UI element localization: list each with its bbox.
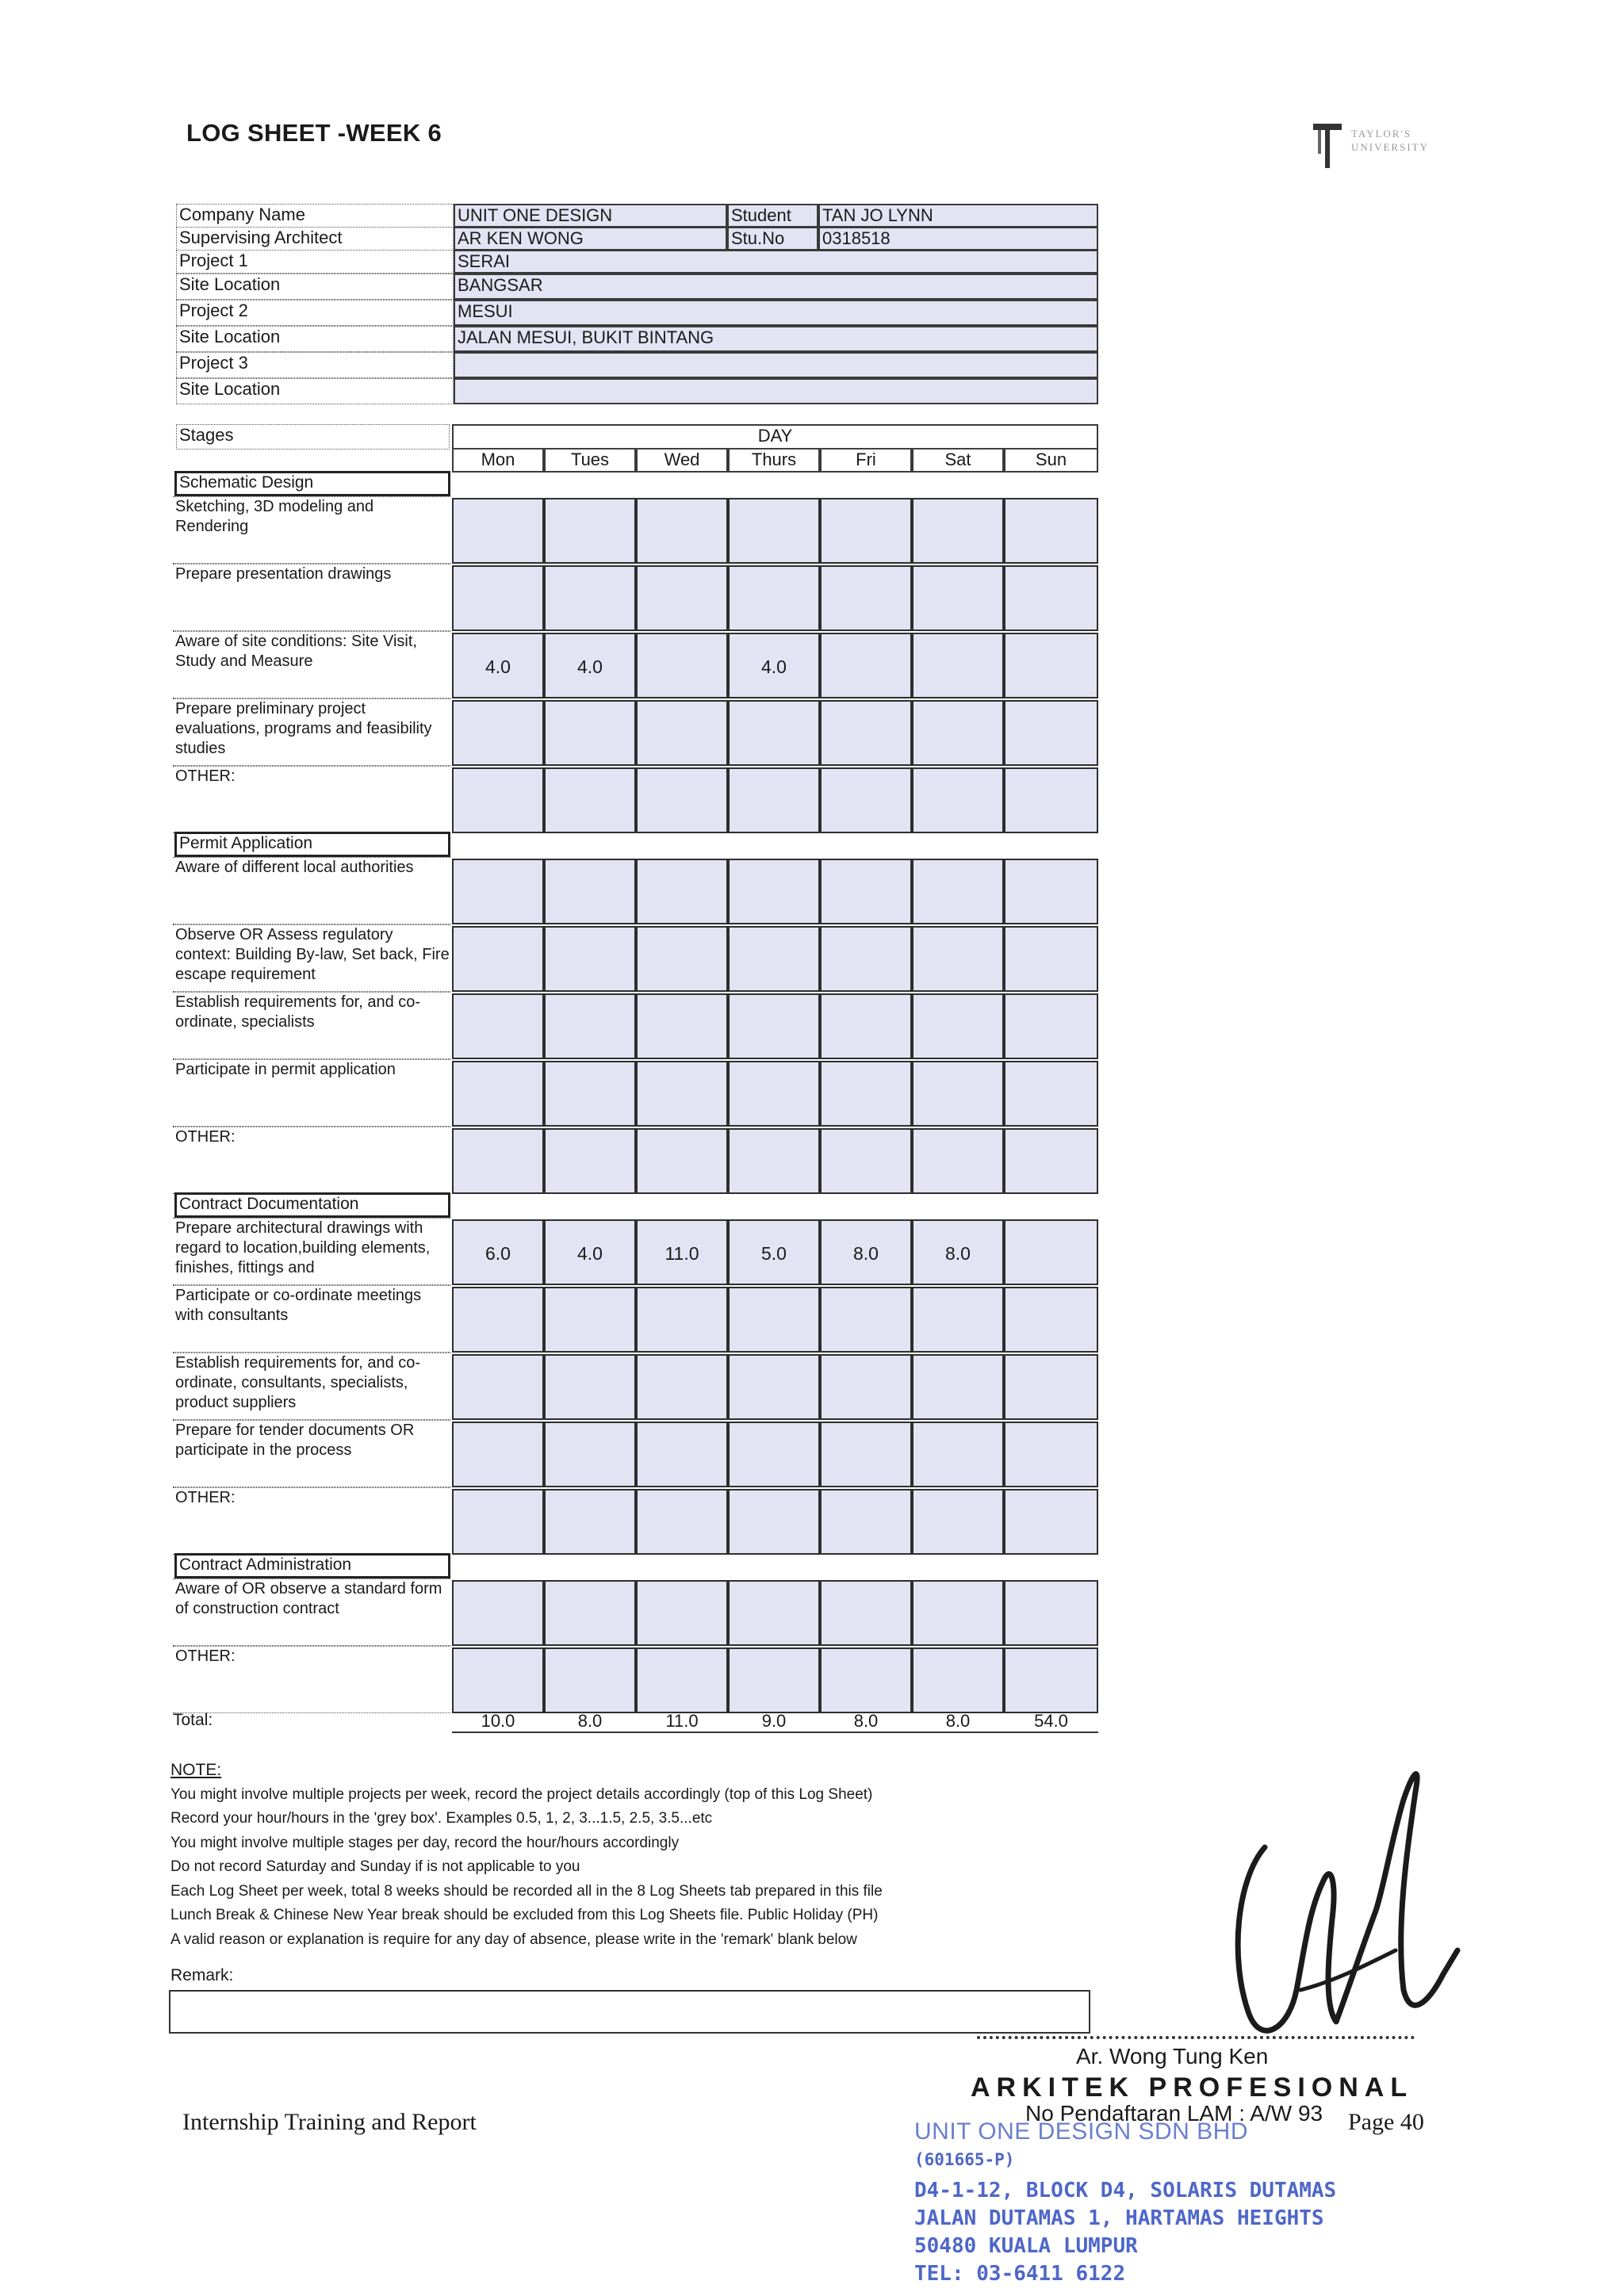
hours-cell[interactable]: [728, 1422, 820, 1487]
hours-cell[interactable]: [728, 1128, 820, 1194]
logo-line1: TAYLOR'S: [1351, 128, 1412, 140]
stage-row-label: Prepare architectural drawings with regard to location,building elements, finishes, fittings and: [173, 1218, 450, 1285]
stage-row-label: Participate in permit application: [173, 1059, 450, 1127]
stage-row-label: OTHER:: [173, 1487, 450, 1555]
hours-cell[interactable]: [1004, 1128, 1098, 1194]
hours-cell[interactable]: [544, 1354, 636, 1420]
hours-cell[interactable]: [728, 1647, 820, 1713]
stamp-address-1: D4-1-12, BLOCK D4, SOLARIS DUTAMAS: [914, 2179, 1337, 2202]
hours-cell[interactable]: [544, 1128, 636, 1194]
stage-row-label: Prepare for tender documents OR participate in the process: [173, 1420, 450, 1487]
note-item: You might involve multiple projects per week, record the project details accordingly (top of this Log Sheet): [170, 1785, 873, 1803]
hours-cell[interactable]: [912, 1647, 1004, 1713]
hours-cell[interactable]: [728, 1489, 820, 1555]
notes-section: [170, 1758, 1122, 1952]
day-total: 8.0: [820, 1711, 912, 1733]
hours-cell[interactable]: [820, 1580, 912, 1646]
hours-cell[interactable]: [636, 1422, 728, 1487]
hours-cell[interactable]: [636, 926, 728, 992]
hours-cell[interactable]: [820, 1354, 912, 1420]
hours-cell[interactable]: [820, 498, 912, 564]
hours-cell[interactable]: [1004, 1061, 1098, 1127]
hours-cell[interactable]: [728, 1580, 820, 1646]
hours-cell[interactable]: [728, 993, 820, 1059]
stage-row-label: Aware of site conditions: Site Visit, Study and Measure: [173, 631, 450, 698]
day-header: DAY: [452, 424, 1098, 450]
hours-cell[interactable]: 4.0: [452, 633, 544, 698]
stage-row-label: OTHER:: [173, 1127, 450, 1194]
hours-cell[interactable]: [912, 1422, 1004, 1487]
stage-row-label: OTHER:: [173, 766, 450, 833]
hours-cell[interactable]: [636, 565, 728, 631]
hours-cell[interactable]: [912, 1489, 1004, 1555]
stage-row-label: Participate or co-ordinate meetings with consultants: [173, 1285, 450, 1353]
hours-cell[interactable]: [728, 859, 820, 924]
hours-cell[interactable]: [912, 1128, 1004, 1194]
hours-cell[interactable]: [1004, 700, 1098, 766]
hours-cell[interactable]: [452, 1128, 544, 1194]
project2-value[interactable]: MESUI: [454, 300, 1098, 326]
note-item: Record your hour/hours in the 'grey box'. Examples 0.5, 1, 2, 3...1.5, 2.5, 3.5...etc: [170, 1810, 713, 1827]
hours-cell[interactable]: [544, 700, 636, 766]
hours-cell[interactable]: [912, 700, 1004, 766]
hours-cell[interactable]: [452, 767, 544, 833]
hours-cell[interactable]: [728, 926, 820, 992]
day-column-header: Tues: [544, 449, 636, 473]
site1-label: Site Location: [176, 274, 454, 300]
hours-cell[interactable]: [452, 1422, 544, 1487]
hours-cell[interactable]: [1004, 633, 1098, 698]
hours-cell[interactable]: 4.0: [544, 1219, 636, 1285]
hours-cell[interactable]: 11.0: [636, 1219, 728, 1285]
architect-label: Supervising Architect: [176, 227, 454, 251]
architect-title: ARKITEK PROFESIONAL: [971, 2072, 1414, 2103]
hours-cell[interactable]: [544, 767, 636, 833]
section-title: Permit Application: [174, 832, 450, 857]
hours-cell[interactable]: [912, 1580, 1004, 1646]
remark-field[interactable]: [169, 1990, 1090, 2034]
hours-cell[interactable]: [636, 1287, 728, 1353]
hours-cell[interactable]: [452, 859, 544, 924]
hours-cell[interactable]: [1004, 1489, 1098, 1555]
stuno-value[interactable]: 0318518: [818, 227, 1098, 251]
hours-cell[interactable]: [1004, 767, 1098, 833]
page-number: Page 40: [1348, 2109, 1424, 2135]
day-total: 54.0: [1004, 1711, 1098, 1733]
company-label: Company Name: [176, 204, 454, 228]
site2-label: Site Location: [176, 326, 454, 352]
hours-cell[interactable]: 8.0: [820, 1219, 912, 1285]
hours-cell[interactable]: [1004, 1354, 1098, 1420]
site3-label: Site Location: [176, 378, 454, 404]
hours-cell[interactable]: [1004, 498, 1098, 564]
hours-cell[interactable]: [452, 1287, 544, 1353]
student-label: Student: [727, 204, 818, 228]
stage-row-label: OTHER:: [173, 1646, 450, 1713]
hours-cell[interactable]: [636, 1647, 728, 1713]
architect-name: Ar. Wong Tung Ken: [1076, 2044, 1269, 2068]
student-value[interactable]: TAN JO LYNN: [818, 204, 1098, 228]
stamp-reg-no: (601665-P): [914, 2150, 1015, 2169]
project1-label: Project 1: [176, 250, 454, 274]
company-value[interactable]: UNIT ONE DESIGN: [454, 204, 727, 228]
hours-cell[interactable]: [636, 633, 728, 698]
hours-cell[interactable]: [544, 1422, 636, 1487]
signature-line: [977, 2036, 1415, 2039]
hours-cell[interactable]: [1004, 565, 1098, 631]
hours-cell[interactable]: [452, 993, 544, 1059]
note-item: You might involve multiple stages per day, record the hour/hours accordingly: [170, 1834, 680, 1851]
section-title: Schematic Design: [174, 471, 450, 496]
stamp-address-2: JALAN DUTAMAS 1, HARTAMAS HEIGHTS: [914, 2206, 1324, 2230]
hours-cell[interactable]: [544, 1061, 636, 1127]
stamp-address-3: 50480 KUALA LUMPUR: [914, 2234, 1138, 2258]
note-item: A valid reason or explanation is require for any day of absence, please write in the 'remark' blank below: [170, 1931, 857, 1948]
hours-cell[interactable]: [544, 926, 636, 992]
stage-row-label: Aware of OR observe a standard form of construction contract: [173, 1578, 450, 1646]
stage-row-label: Aware of different local authorities: [173, 857, 450, 924]
hours-cell[interactable]: [728, 1354, 820, 1420]
stage-row-label: Sketching, 3D modeling and Rendering: [173, 496, 450, 564]
note-item: Each Log Sheet per week, total 8 weeks should be recorded all in the 8 Log Sheets tab prepared in this file: [170, 1882, 883, 1900]
hours-cell[interactable]: [1004, 1287, 1098, 1353]
hours-cell[interactable]: [636, 1489, 728, 1555]
project2-label: Project 2: [176, 300, 454, 326]
hours-cell[interactable]: [1004, 993, 1098, 1059]
hours-cell[interactable]: [452, 1647, 544, 1713]
totals-row: [0, 1711, 1624, 1736]
hours-cell[interactable]: [912, 926, 1004, 992]
day-total: 9.0: [728, 1711, 820, 1733]
remark-label: Remark:: [170, 1966, 234, 1984]
notes-heading: NOTE:: [170, 1761, 222, 1779]
stamp-company: UNIT ONE DESIGN SDN BHD: [914, 2118, 1248, 2145]
day-column-header: Thurs: [728, 449, 820, 473]
hours-cell[interactable]: [636, 1580, 728, 1646]
day-total: 8.0: [544, 1711, 636, 1733]
hours-cell[interactable]: [912, 993, 1004, 1059]
hours-cell[interactable]: [820, 1647, 912, 1713]
hours-cell[interactable]: [452, 700, 544, 766]
note-item: Do not record Saturday and Sunday if is not applicable to you: [170, 1858, 580, 1875]
day-column-header: Wed: [636, 449, 728, 473]
hours-cell[interactable]: [728, 1287, 820, 1353]
stages-header: Stages: [176, 424, 450, 450]
hours-cell[interactable]: [452, 926, 544, 992]
architect-value[interactable]: AR KEN WONG: [454, 227, 727, 251]
hours-cell[interactable]: 4.0: [728, 633, 820, 698]
hours-cell[interactable]: [820, 565, 912, 631]
stage-row-label: Establish requirements for, and co-ordinate, specialists: [173, 992, 450, 1059]
site2-value[interactable]: JALAN MESUI, BUKIT BINTANG: [454, 326, 1098, 352]
hours-cell[interactable]: 4.0: [544, 633, 636, 698]
hours-cell[interactable]: [820, 1061, 912, 1127]
site1-value[interactable]: BANGSAR: [454, 274, 1098, 300]
day-column-header: Mon: [452, 449, 544, 473]
hours-cell[interactable]: [636, 1128, 728, 1194]
hours-cell[interactable]: [820, 1489, 912, 1555]
day-column-header: Fri: [820, 449, 912, 473]
total-label: Total:: [173, 1711, 213, 1729]
hours-cell[interactable]: [820, 1287, 912, 1353]
hours-cell[interactable]: [1004, 859, 1098, 924]
hours-cell[interactable]: [820, 926, 912, 992]
hours-cell[interactable]: [912, 633, 1004, 698]
hours-cell[interactable]: [728, 565, 820, 631]
hours-cell[interactable]: [820, 1128, 912, 1194]
hours-cell[interactable]: [636, 767, 728, 833]
note-item: Lunch Break & Chinese New Year break should be excluded from this Log Sheets file. Public Holiday (PH): [170, 1907, 879, 1923]
registration-number: No Pendaftaran LAM : A/W 93: [1025, 2101, 1323, 2126]
hours-cell[interactable]: [452, 1580, 544, 1646]
hours-cell[interactable]: [544, 859, 636, 924]
hours-cell[interactable]: [820, 633, 912, 698]
hours-cell[interactable]: [452, 1354, 544, 1420]
hours-cell[interactable]: 8.0: [912, 1219, 1004, 1285]
hours-cell[interactable]: [544, 1580, 636, 1646]
project3-label: Project 3: [176, 352, 454, 378]
footer-title: Internship Training and Report: [182, 2109, 477, 2135]
hours-cell[interactable]: [728, 700, 820, 766]
hours-cell[interactable]: [452, 565, 544, 631]
hours-cell[interactable]: [1004, 1219, 1098, 1285]
hours-cell[interactable]: [1004, 1580, 1098, 1646]
stage-row-label: Establish requirements for, and co-ordinate, consultants, specialists, product suppliers: [173, 1353, 450, 1420]
day-column-header: Sun: [1004, 449, 1098, 473]
project1-value[interactable]: SERAI: [454, 250, 1098, 274]
hours-cell[interactable]: [912, 565, 1004, 631]
hours-cell[interactable]: [636, 498, 728, 564]
hours-cell[interactable]: [820, 1422, 912, 1487]
stuno-label: Stu.No: [727, 227, 818, 251]
hours-cell[interactable]: [636, 1354, 728, 1420]
hours-cell[interactable]: [912, 767, 1004, 833]
signature-image: [1205, 1752, 1467, 2053]
stage-row-label: Prepare preliminary project evaluations, programs and feasibility studies: [173, 698, 450, 766]
hours-cell[interactable]: [912, 1287, 1004, 1353]
hours-cell[interactable]: [544, 1647, 636, 1713]
day-total: 11.0: [636, 1711, 728, 1733]
hours-cell[interactable]: [636, 859, 728, 924]
hours-cell[interactable]: [820, 993, 912, 1059]
hours-cell[interactable]: [1004, 1647, 1098, 1713]
hours-cell[interactable]: [1004, 926, 1098, 992]
day-total: 10.0: [452, 1711, 544, 1733]
hours-cell[interactable]: [544, 1489, 636, 1555]
hours-cell[interactable]: [636, 1061, 728, 1127]
hours-cell[interactable]: [544, 993, 636, 1059]
stage-row-label: Prepare presentation drawings: [173, 564, 450, 631]
hours-cell[interactable]: 6.0: [452, 1219, 544, 1285]
hours-cell[interactable]: [728, 767, 820, 833]
hours-cell[interactable]: [544, 1287, 636, 1353]
hours-cell[interactable]: [636, 700, 728, 766]
hours-cell[interactable]: [728, 498, 820, 564]
logo-line2: UNIVERSITY: [1351, 141, 1429, 153]
hours-cell[interactable]: [544, 565, 636, 631]
hours-cell[interactable]: [544, 498, 636, 564]
hours-cell[interactable]: [1004, 1422, 1098, 1487]
day-column-header: Sat: [912, 449, 1004, 473]
hours-cell[interactable]: [820, 859, 912, 924]
stage-row-label: Observe OR Assess regulatory context: Building By-law, Set back, Fire escape requirement: [173, 924, 450, 992]
hours-cell[interactable]: 5.0: [728, 1219, 820, 1285]
hours-cell[interactable]: [912, 498, 1004, 564]
section-title: Contract Administration: [174, 1553, 450, 1578]
hours-cell[interactable]: [820, 767, 912, 833]
hours-cell[interactable]: [636, 993, 728, 1059]
page-title: LOG SHEET -WEEK 6: [186, 119, 442, 147]
hours-cell[interactable]: [912, 1354, 1004, 1420]
section-title: Contract Documentation: [174, 1192, 450, 1218]
hours-cell[interactable]: [728, 1061, 820, 1127]
hours-cell[interactable]: [452, 1061, 544, 1127]
hours-cell[interactable]: [912, 859, 1004, 924]
stamp-tel: TEL: 03-6411 6122: [914, 2262, 1126, 2286]
hours-cell[interactable]: [452, 498, 544, 564]
hours-cell[interactable]: [912, 1061, 1004, 1127]
day-total: 8.0: [912, 1711, 1004, 1733]
hours-cell[interactable]: [820, 700, 912, 766]
hours-cell[interactable]: [452, 1489, 544, 1555]
